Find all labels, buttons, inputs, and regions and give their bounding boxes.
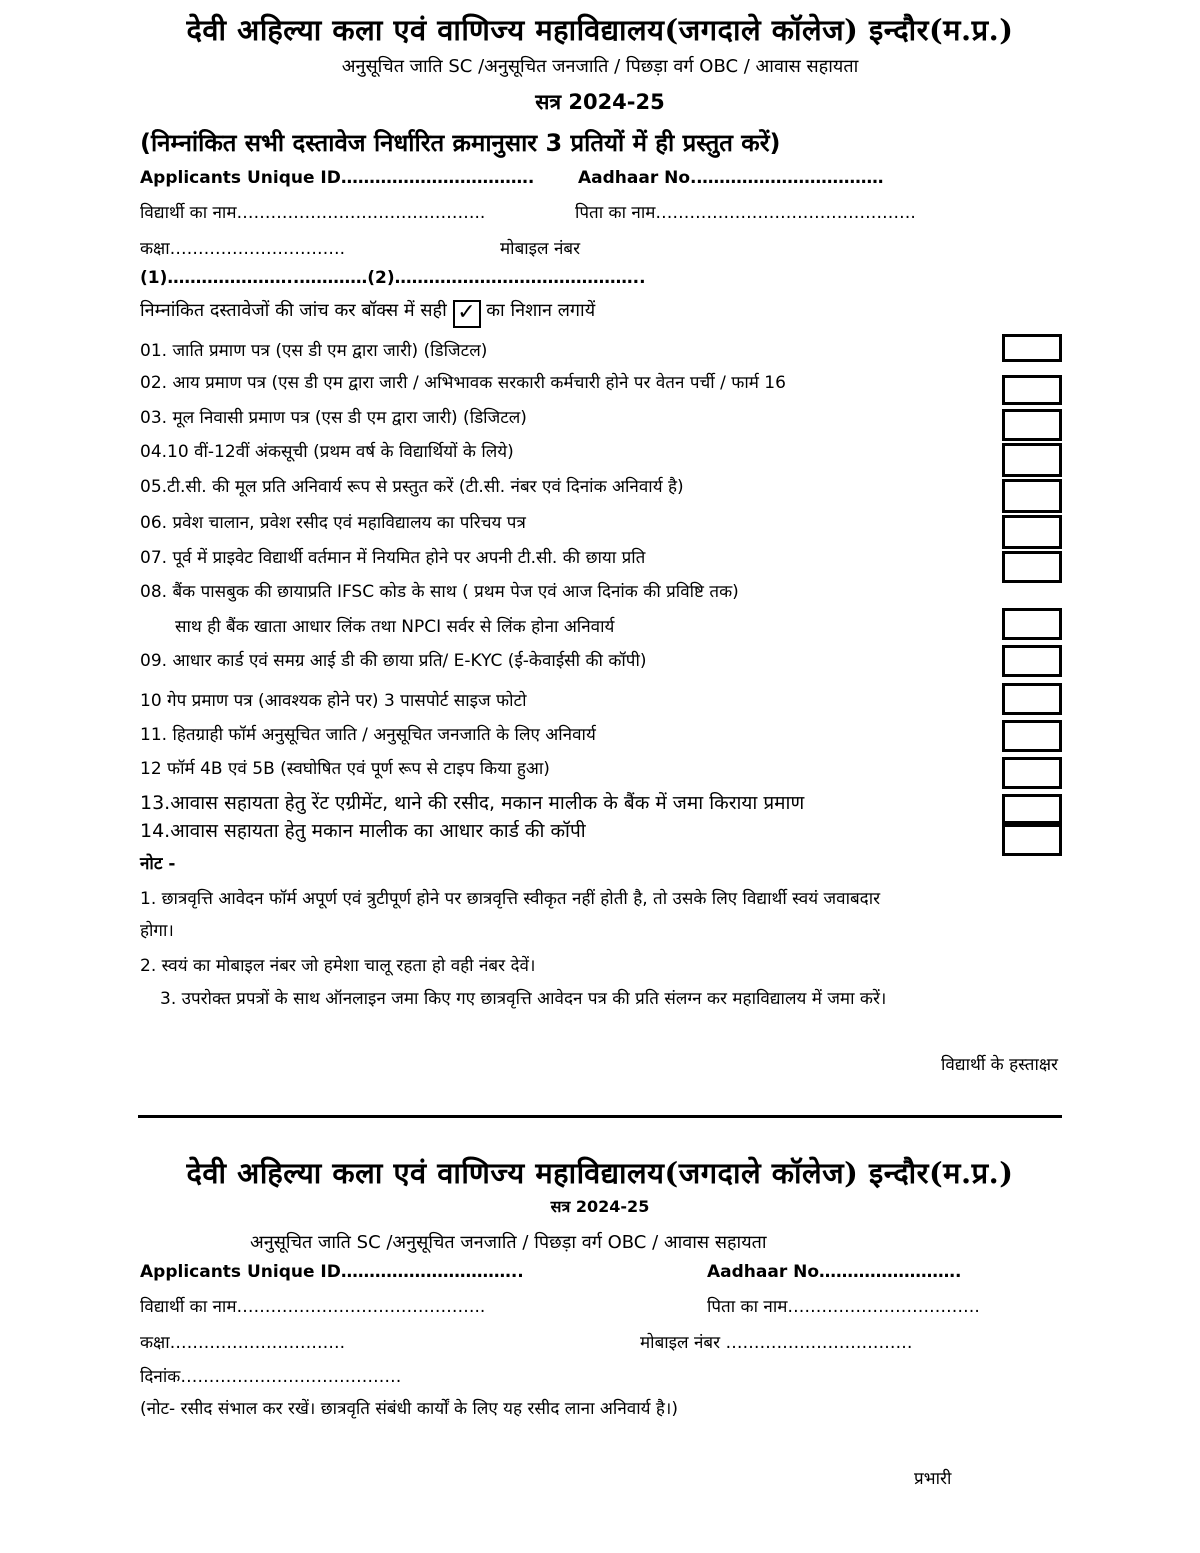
document-item-05: 05.टी.सी. की मूल प्रति अनिवार्य रूप से प्रस्तुत करें (टी.सी. नंबर एवं दिनांक अनिवार्य है) <box>140 477 684 497</box>
checkbox-13[interactable] <box>1002 794 1062 824</box>
receipt-class-field[interactable]: कक्षा…………………………. <box>140 1333 346 1353</box>
receipt-mobile-field[interactable]: मोबाइल नंबर …………………………… <box>640 1333 913 1353</box>
form-title: देवी अहिल्या कला एवं वाणिज्य महाविद्यालय(जगदाले कॉलेज) इन्दौर(म.प्र.) <box>186 13 1014 47</box>
mobile-label: मोबाइल नंबर <box>500 239 581 259</box>
check-instruction-text: निम्नांकित दस्तावेजों की जांच कर बॉक्स में सही <box>140 300 447 321</box>
document-item-09: 09. आधार कार्ड एवं समग्र आई डी की छाया प्रति/ E-KYC (ई-केवाईसी की कॉपी) <box>140 651 647 671</box>
student-signature-label: विद्यार्थी के हस्ताक्षर <box>941 1055 1058 1075</box>
check-instruction <box>140 298 595 328</box>
checkbox-07[interactable] <box>1002 551 1062 583</box>
receipt-aadhaar-field[interactable]: Aadhaar No……………………. <box>707 1262 962 1282</box>
document-item-08: 08. बैंक पासबुक की छायाप्रति IFSC कोड के साथ ( प्रथम पेज एवं आज दिनांक की प्रविष्टि तक) <box>140 582 739 602</box>
student-name-field[interactable]: विद्यार्थी का नाम…………………………………….. <box>140 203 486 223</box>
document-item-12: 12 फॉर्म 4B एवं 5B (स्वघोषित एवं पूर्ण रूप से टाइप किया हुआ) <box>140 759 550 779</box>
note-1: 1. छात्रवृत्ति आवेदन फॉर्म अपूर्ण एवं त्रुटीपूर्ण होने पर छात्रवृत्ति स्वीकृत नहीं होती है, तो उसके लिए विद्यार्थी स्वयं जवाबदार <box>140 889 881 909</box>
category-line: अनुसूचित जाति SC /अनुसूचित जनजाति / पिछड़ा वर्ग OBC / आवास सहायता <box>341 56 859 77</box>
document-item-01: 01. जाति प्रमाण पत्र (एस डी एम द्वारा जारी) (डिजिटल) <box>140 341 488 361</box>
divider <box>138 1115 1062 1118</box>
checkbox-14[interactable] <box>1002 824 1062 856</box>
checkbox-03[interactable] <box>1002 409 1062 441</box>
receipt-unique-id-field[interactable]: Applicants Unique ID………………………….. <box>140 1262 524 1282</box>
note-1-cont: होगा। <box>140 921 174 941</box>
document-item-13: 13.आवास सहायता हेतु रेंट एग्रीमेंट, थाने की रसीद, मकान मालीक के बैंक में जमा किराया प्रमाण <box>140 792 805 814</box>
receipt-father-name-field[interactable]: पिता का नाम……………………………. <box>707 1297 980 1317</box>
document-item-06: 06. प्रवेश चालान, प्रवेश रसीद एवं महाविद्यालय का परिचय पत्र <box>140 513 526 533</box>
receipt-session: सत्र 2024-25 <box>550 1197 650 1216</box>
checkbox-01[interactable] <box>1002 334 1062 362</box>
checkbox-04[interactable] <box>1002 443 1062 477</box>
mobile-fields[interactable]: (1)…………………..…………(2)…………………………………….. <box>140 268 646 288</box>
receipt-note: (नोट- रसीद संभाल कर रखें। छात्रवृति संबंधी कार्यों के लिए यह रसीद लाना अनिवार्य है।) <box>140 1399 678 1419</box>
document-item-04: 04.10 वीं-12वीं अंकसूची (प्रथम वर्ष के विद्यार्थियों के लिये) <box>140 442 514 462</box>
document-item-14: 14.आवास सहायता हेतु मकान मालीक का आधार कार्ड की कॉपी <box>140 820 586 842</box>
aadhaar-field[interactable]: Aadhaar No.…………………………… <box>578 168 884 188</box>
receipt-title: देवी अहिल्या कला एवं वाणिज्य महाविद्यालय(जगदाले कॉलेज) इन्दौर(म.प्र.) <box>186 1156 1014 1190</box>
checkbox-11[interactable] <box>1002 720 1062 752</box>
checkbox-12[interactable] <box>1002 757 1062 789</box>
session-label: सत्र 2024-25 <box>535 90 665 114</box>
checkbox-08[interactable] <box>1002 608 1062 640</box>
note-3: 3. उपरोक्त प्रपत्रों के साथ ऑनलाइन जमा किए गए छात्रवृत्ति आवेदन पत्र की प्रति संलग्न कर महाविद्यालय में जमा करें। <box>160 989 887 1009</box>
checkbox-02[interactable] <box>1002 375 1062 405</box>
checkbox-10[interactable] <box>1002 683 1062 715</box>
checkbox-05[interactable] <box>1002 479 1062 513</box>
check-instruction-end: का निशान लगायें <box>486 300 596 321</box>
receipt-date-field[interactable]: दिनांक………………………………… <box>140 1367 402 1387</box>
checkmark-icon: ✓ <box>453 300 481 328</box>
incharge-signature-label: प्रभारी <box>914 1469 952 1489</box>
document-item-11: 11. हितग्राही फॉर्म अनुसूचित जाति / अनुसूचित जनजाति के लिए अनिवार्य <box>140 725 596 745</box>
document-item-03: 03. मूल निवासी प्रमाण पत्र (एस डी एम द्वारा जारी) (डिजिटल) <box>140 408 527 428</box>
note-2: 2. स्वयं का मोबाइल नंबर जो हमेशा चालू रहता हो वही नंबर देवें। <box>140 956 536 976</box>
instruction-heading: (निम्नांकित सभी दस्तावेज निर्धारित क्रमानुसार 3 प्रतियों में ही प्रस्तुत करें) <box>140 129 781 157</box>
checkbox-06[interactable] <box>1002 515 1062 549</box>
checkbox-09[interactable] <box>1002 645 1062 677</box>
father-name-field[interactable]: पिता का नाम………………………………………. <box>575 203 916 223</box>
unique-id-field[interactable]: Applicants Unique ID……………………………. <box>140 168 535 188</box>
document-item-10: 10 गेप प्रमाण पत्र (आवश्यक होने पर) 3 पासपोर्ट साइज फोटो <box>140 691 527 711</box>
document-item-08-cont: साथ ही बैंक खाता आधार लिंक तथा NPCI सर्वर से लिंक होना अनिवार्य <box>175 617 615 637</box>
receipt-student-name-field[interactable]: विद्यार्थी का नाम…………………………………….. <box>140 1297 486 1317</box>
receipt-category-line: अनुसूचित जाति SC /अनुसूचित जनजाति / पिछड़ा वर्ग OBC / आवास सहायता <box>250 1232 767 1253</box>
document-item-02: 02. आय प्रमाण पत्र (एस डी एम द्वारा जारी / अभिभावक सरकारी कर्मचारी होने पर वेतन पर्ची / फार्म 16 <box>140 373 786 393</box>
note-heading: नोट - <box>140 854 176 874</box>
document-item-07: 07. पूर्व में प्राइवेट विद्यार्थी वर्तमान में नियमित होने पर अपनी टी.सी. की छाया प्रति <box>140 548 646 568</box>
class-field[interactable]: कक्षा…………………………. <box>140 239 346 259</box>
